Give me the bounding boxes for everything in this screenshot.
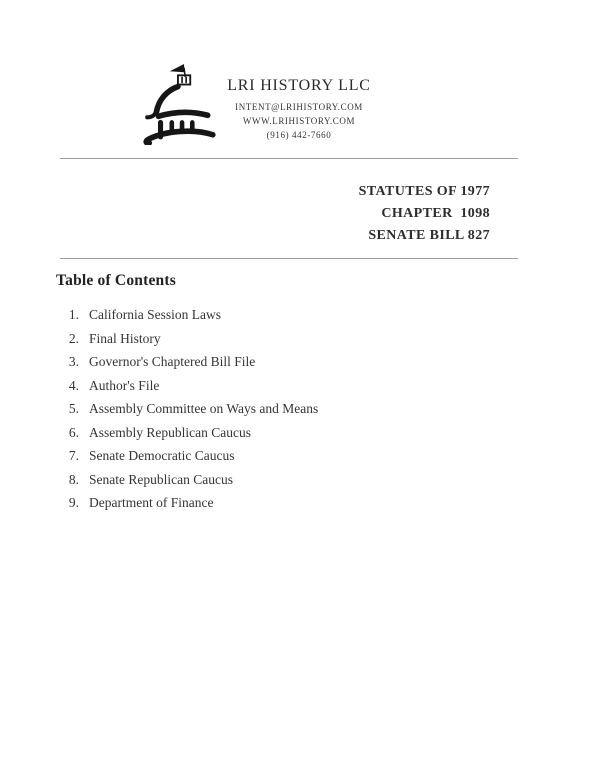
letterhead — [199, 77, 399, 141]
company-name: LRI HISTORY LLC — [227, 77, 371, 94]
toc-item-california-session-laws — [0, 307, 600, 331]
toc-item-number: 7. — [68, 448, 79, 463]
toc-item-authors-file — [0, 378, 600, 402]
toc-list — [0, 307, 600, 519]
toc-item-label: Governor's Chaptered Bill File — [89, 354, 256, 369]
divider-top — [60, 158, 518, 159]
divider-middle — [60, 258, 518, 259]
toc-item-number: 1. — [68, 307, 79, 322]
toc-item-label: Assembly Committee on Ways and Means — [89, 401, 319, 416]
toc-item-senate-republican-caucus — [0, 472, 600, 496]
toc-item-governors-chaptered-bill-file — [0, 354, 600, 378]
toc-item-label: Senate Democratic Caucus — [89, 448, 235, 463]
toc-item-number: 3. — [68, 354, 79, 369]
statute-reference-block — [359, 181, 490, 247]
toc-item-final-history — [0, 331, 600, 355]
email-address: INTENT@LRIHISTORY.COM — [235, 102, 363, 112]
toc-item-label: Senate Republican Caucus — [89, 471, 233, 487]
toc-item-assembly-committee-ways-means — [0, 401, 600, 425]
toc-item-number: 4. — [68, 377, 79, 393]
toc-item-label: Final History — [89, 330, 161, 346]
toc-item-label: Author's File — [89, 377, 160, 393]
toc-item-label: Assembly Republican Caucus — [89, 424, 251, 440]
toc-item-label: Department of Finance — [89, 495, 214, 510]
toc-item-number: 2. — [68, 330, 79, 346]
toc-item-department-of-finance — [0, 495, 600, 519]
phone-number: (916) 442-7660 — [266, 130, 332, 140]
senate-bill-number: SENATE BILL 827 — [368, 228, 490, 243]
toc-item-number: 9. — [68, 495, 79, 510]
website-url: WWW.LRIHISTORY.COM — [242, 116, 356, 126]
toc-title: Table of Contents — [56, 272, 176, 289]
toc-item-number: 5. — [68, 401, 79, 416]
statutes-year: STATUTES OF 1977 — [358, 184, 490, 199]
toc-item-assembly-republican-caucus — [0, 425, 600, 449]
toc-item-number: 6. — [68, 424, 79, 440]
chapter-number: CHAPTER 1098 — [381, 206, 490, 221]
toc-item-label: California Session Laws — [89, 307, 221, 322]
toc-item-senate-democratic-caucus — [0, 448, 600, 472]
toc-item-number: 8. — [68, 471, 79, 487]
